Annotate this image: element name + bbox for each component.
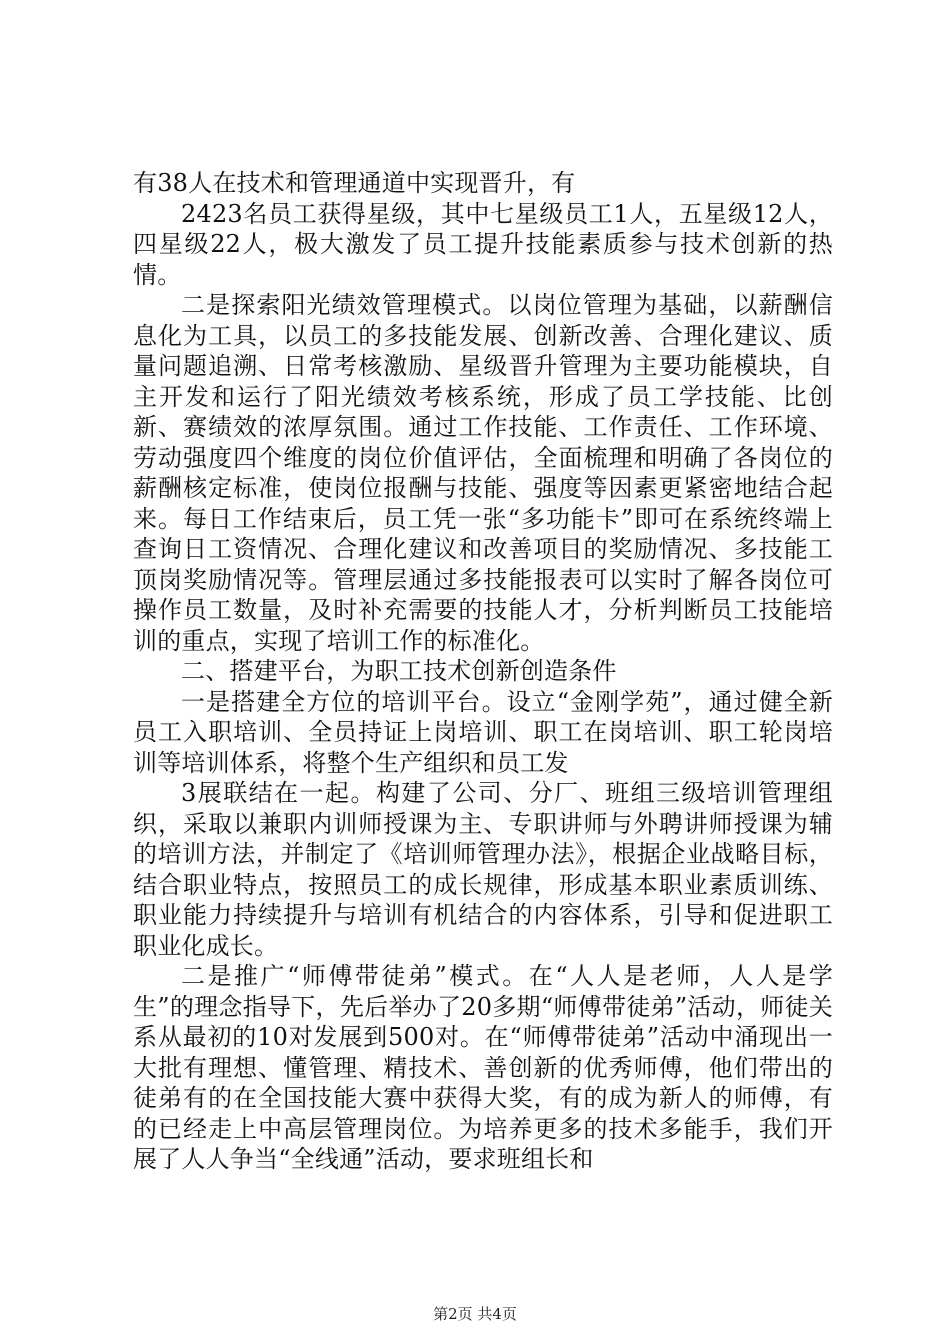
paragraph-mentorship: 二是推广“师傅带徒弟”模式。在“人人是老师，人人是学生”的理念指导下，先后举办了20多期“师傅带徒弟”活动，师徒关系从最初的10对发展到500对。在“师傅带徒弟”活动中涌现出一大批有理想、懂管理、精技术、善创新的优秀师傅，他们带出的徒弟有的在全国技能大赛中获得大奖，有的成为新人的师傅，有的已经走上中高层管理岗位。为培养更多的技术多能手，我们开展了人人争当“全线通”活动，要求班组长和	[133, 962, 833, 1173]
paragraph-star-levels: 2423名员工获得星级，其中七星级员工1人，五星级12人，四星级22人，极大激发了员工提升技能素质参与技术创新的热情。	[133, 199, 833, 289]
paragraph-sunshine-performance: 二是探索阳光绩效管理模式。以岗位管理为基础，以薪酬信息化为工具，以员工的多技能发展、创新改善、合理化建议、质量问题追溯、日常考核激励、星级晋升管理为主要功能模块，自主开发和运行了阳光绩效考核系统，形成了员工学技能、比创新、赛绩效的浓厚氛围。通过工作技能、工作责任、工作环境、劳动强度四个维度的岗位价值评估，全面梳理和明确了各岗位的薪酬核定标准，使岗位报酬与技能、强度等因素更紧密地结合起来。每日工作结束后，员工凭一张“多功能卡”即可在系统终端上查询日工资情况、合理化建议和改善项目的奖励情况、多技能工顶岗奖励情况等。管理层通过多技能报表可以实时了解各岗位可操作员工数量，及时补充需要的技能人才，分析判断员工技能培训的重点，实现了培训工作的标准化。	[133, 291, 833, 655]
paragraph-training-platform: 一是搭建全方位的培训平台。设立“金刚学苑”，通过健全新员工入职培训、全员持证上岗培训、职工在岗培训、职工轮岗培训等培训体系，将整个生产组织和员工发	[133, 687, 833, 777]
page-footer: 第2页 共4页	[433, 1305, 517, 1323]
document-body	[133, 168, 833, 1175]
paragraph-training-organization: 3展联结在一起。构建了公司、分厂、班组三级培训管理组织，采取以兼职内训师授课为主、专职讲师与外聘讲师授课为辅的培训方法，并制定了《培训师管理办法》，根据企业战略目标，结合职业特点，按照员工的成长规律，形成基本职业素质训练、职业能力持续提升与培训有机结合的内容体系，引导和促进职工职业化成长。	[133, 779, 833, 960]
section-heading-platform: 二、搭建平台，为职工技术创新创造条件	[181, 657, 617, 685]
paragraph-continuation: 有38人在技术和管理通道中实现晋升，有	[133, 169, 576, 197]
